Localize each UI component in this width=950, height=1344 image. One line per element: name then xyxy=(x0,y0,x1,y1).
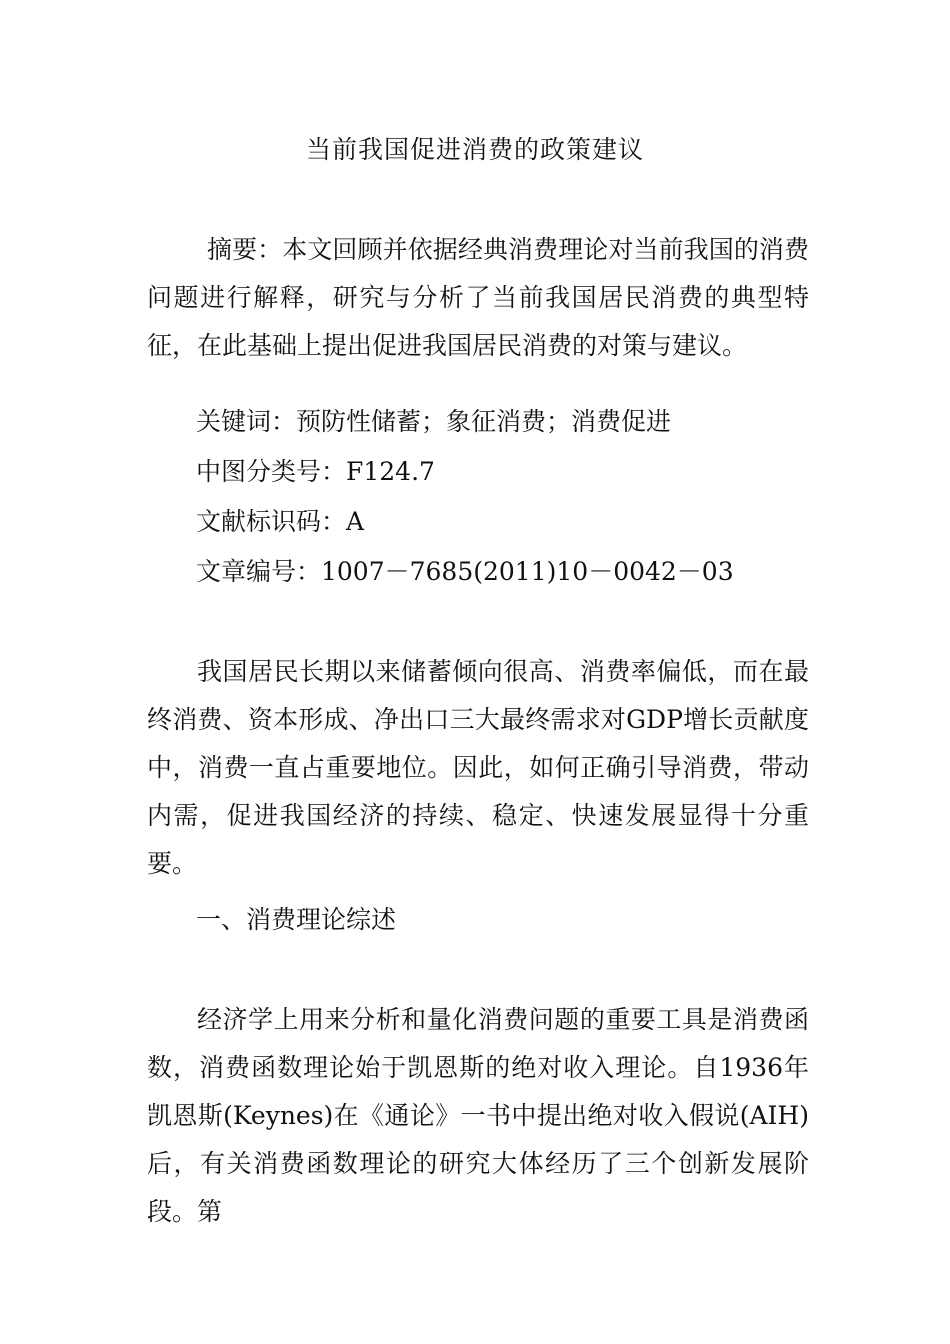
document-code-line: 文献标识码：A xyxy=(196,507,365,536)
section-heading: 一、消费理论综述 xyxy=(196,905,397,934)
section-paragraph: 经济学上用来分析和量化消费问题的重要工具是消费函数，消费函数理论始于凯恩斯的绝对收入理论。自1936年凯恩斯(Keynes)在《通论》一书中提出绝对收入假说(AIH)后，有关消费函数理论的研究大体经历了三个创新发展阶段。第 xyxy=(147,1005,809,1226)
intro-paragraph: 我国居民长期以来储蓄倾向很高、消费率偏低，而在最终消费、资本形成、净出口三大最终需求对GDP增长贡献度中，消费一直占重要地位。因此，如何正确引导消费，带动内需，促进我国经济的持续、稳定、快速发展显得十分重要。 xyxy=(147,657,809,878)
classification-line: 中图分类号：F124.7 xyxy=(196,457,435,486)
article-number-line: 文章编号：1007－7685(2011)10－0042－03 xyxy=(196,557,734,586)
keywords-line: 关键词：预防性储蓄；象征消费；消费促进 xyxy=(196,407,672,436)
abstract-paragraph: 摘要：本文回顾并依据经典消费理论对当前我国的消费问题进行解释，研究与分析了当前我国居民消费的典型特征，在此基础上提出促进我国居民消费的对策与建议。 xyxy=(147,235,809,360)
document-title: 当前我国促进消费的政策建议 xyxy=(305,135,644,164)
